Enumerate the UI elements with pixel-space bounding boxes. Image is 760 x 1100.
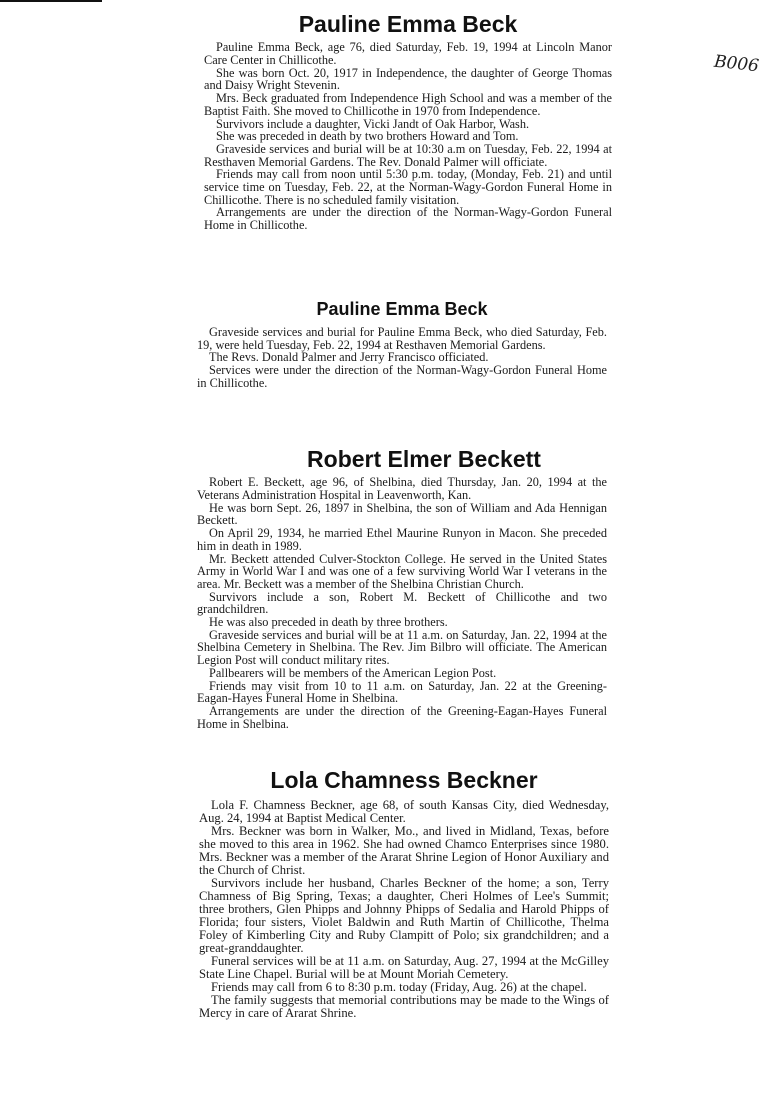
obituary-paragraph: Arrangements are under the direction of the Greening-Eagan-Hayes Funeral Home in Shelbina. [197, 703, 607, 731]
obituary-paragraph: Pallbearers will be members of the American Legion Post. [209, 665, 497, 680]
obituary-paragraph: Funeral services will be at 11 a.m. on Saturday, Aug. 27, 1994 at the McGilley State Line Chapel. Burial will be at Mount Moriah Cemetery. [199, 953, 609, 981]
obituary-paragraph: Services were under the direction of the Norman-Wagy-Gordon Funeral Home in Chillicothe. [197, 362, 607, 390]
obituary-lola-beckner [199, 768, 609, 1020]
obituary-paragraph: Graveside services and burial will be at 10:30 a.m on Tuesday, Feb. 22, 1994 at Resthaven Memorial Gardens. The Rev. Donald Palmer will officiate. [204, 141, 612, 169]
obituary-paragraph: Graveside services and burial will be at 11 a.m. on Saturday, Jan. 22, 1994 at the Shelbina Cemetery in Shelbina. The Rev. Jim Bilbro will officiate. The American Legion Post will conduct military rites. [197, 627, 607, 668]
obituary-title: Pauline Emma Beck [316, 299, 488, 319]
obituary-paragraph: She was born Oct. 20, 1917 in Independence, the daughter of George Thomas and Daisy Wright Stevenin. [204, 65, 612, 93]
obituary-paragraph: The family suggests that memorial contributions may be made to the Wings of Mercy in care of Ararat Shrine. [199, 992, 609, 1020]
handwritten-reference-note: B006 [713, 51, 760, 77]
obituary-paragraph: Graveside services and burial for Pauline Emma Beck, who died Saturday, Feb. 19, were held Tuesday, Feb. 22, 1994 at Resthaven Memorial Gardens. [197, 324, 607, 352]
obituary-paragraph: The Revs. Donald Palmer and Jerry Francisco officiated. [209, 350, 489, 365]
obituary-robert-beckett [197, 447, 607, 730]
obituary-pauline-beck [204, 12, 612, 232]
obituary-paragraph: He was born Sept. 26, 1897 in Shelbina, the son of William and Ada Hennigan Beckett. [197, 500, 607, 528]
obituary-paragraph: Friends may call from 6 to 8:30 p.m. today (Friday, Aug. 26) at the chapel. [211, 979, 587, 994]
obituary-paragraph: Survivors include a son, Robert M. Beckett of Chillicothe and two grandchildren. [197, 589, 607, 617]
obituary-paragraph: Pauline Emma Beck, age 76, died Saturday, Feb. 19, 1994 at Lincoln Manor Care Center in Chillicothe. [204, 40, 612, 67]
obituary-title: Pauline Emma Beck [298, 11, 518, 37]
obituary-paragraph: Lola F. Chamness Beckner, age 68, of south Kansas City, died Wednesday, Aug. 24, 1994 at Baptist Medical Center. [199, 798, 609, 826]
obituary-paragraph: Friends may visit from 10 to 11 a.m. on Saturday, Jan. 22 at the Greening-Eagan-Hayes Funeral Home in Shelbina. [197, 678, 607, 706]
obituary-title: Robert Elmer Beckett [307, 446, 541, 472]
obituary-paragraph: Survivors include a daughter, Vicki Jandt of Oak Harbor, Wash. [216, 116, 530, 131]
obituary-paragraph: Mrs. Beckner was born in Walker, Mo., and lived in Midland, Texas, before she moved to this area in 1962. She had owned Chamco Enterprises since 1980. Mrs. Beckner was a member of the Ararat Shrine Legion of Honor Auxiliary and the Church of Christ. [199, 824, 609, 878]
obituary-paragraph: Robert E. Beckett, age 96, of Shelbina, died Thursday, Jan. 20, 1994 at the Veterans Administration Hospital in Leavenworth, Kan. [197, 475, 607, 502]
obituary-pauline-beck-followup [197, 300, 607, 389]
obituary-paragraph: On April 29, 1934, he married Ethel Maurine Runyon in Macon. She preceded him in death in 1989. [197, 526, 607, 553]
obituary-paragraph: He was also preceded in death by three brothers. [209, 615, 448, 630]
obituary-paragraph: Survivors include her husband, Charles Beckner of the home; a son, Terry Chamness of Big Spring, Texas; a daughter, Cheri Holmes of Lee's Summit; three brothers, Glen Phipps and Johnny Phipps of Sedalia and Harold Phipps of Florida; four sisters, Violet Baldwin and Ruth Martin of Chillicothe, Thelma Foley of Kimberling City and Ruby Clampitt of Polo; six grandchildren; and a great-granddaughter. [199, 876, 609, 955]
scan-corner-rule [0, 0, 102, 2]
obituary-paragraph: Friends may call from noon until 5:30 p.m. today, (Monday, Feb. 21) and until service time on Tuesday, Feb. 22, at the Norman-Wagy-Gordon Funeral Home in Chillicothe. There is no scheduled family visitation. [204, 167, 612, 207]
obituary-paragraph: Arrangements are under the direction of the Norman-Wagy-Gordon Funeral Home in Chillicothe. [204, 205, 612, 233]
obituary-paragraph: Mr. Beckett attended Culver-Stockton College. He served in the United States Army in World War I and was one of a few surviving World War I veterans in the area. Mr. Beckett was a member of the Shelbina Christian Church. [197, 551, 607, 591]
obituary-title: Lola Chamness Beckner [270, 767, 538, 793]
obituary-paragraph: Mrs. Beck graduated from Independence High School and was a member of the Baptist Faith. She moved to Chillicothe in 1970 from Independence. [204, 91, 612, 118]
obituary-paragraph: She was preceded in death by two brothers Howard and Tom. [216, 129, 519, 144]
